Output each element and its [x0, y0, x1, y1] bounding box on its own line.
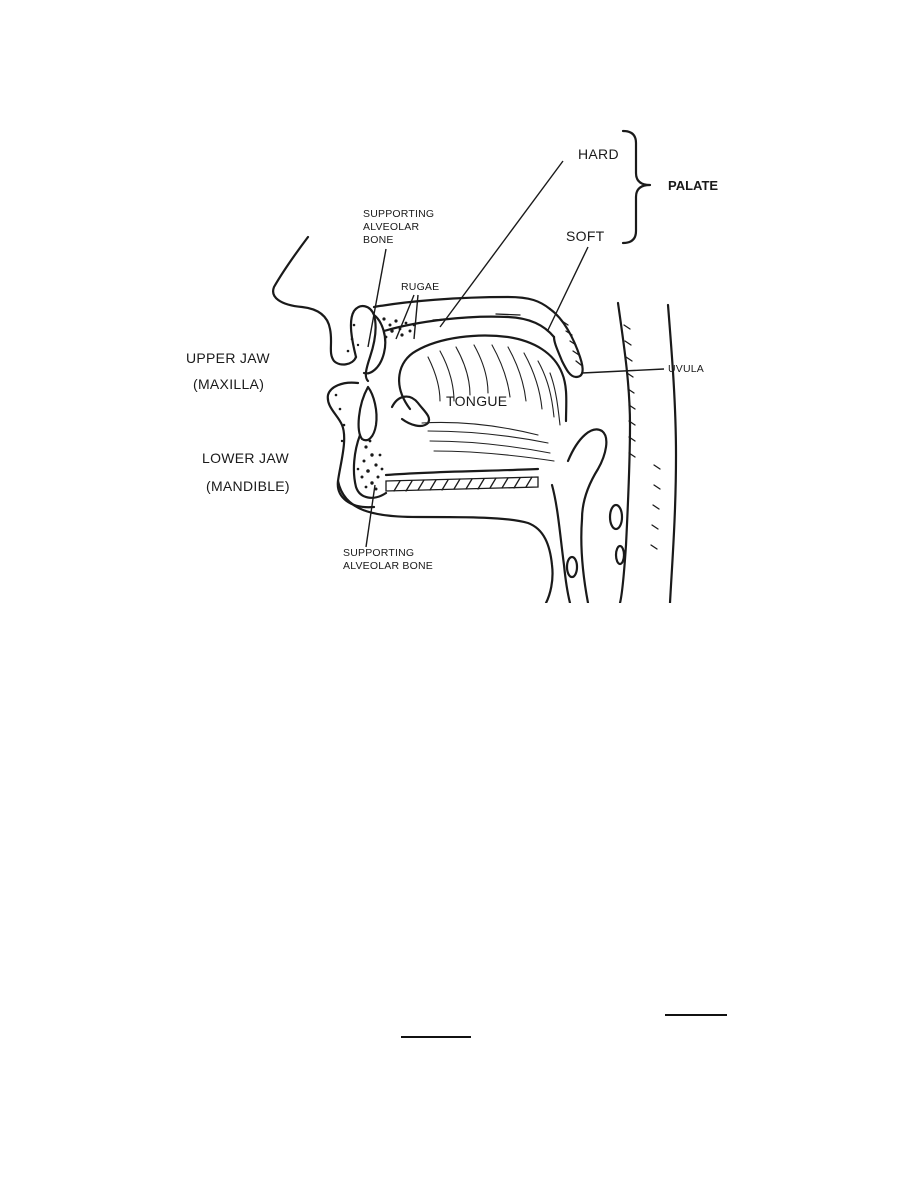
leader-uvula [582, 369, 664, 373]
mandible-body [354, 435, 386, 498]
mouth-floor [386, 469, 538, 475]
tongue-tip [392, 397, 429, 426]
label-supporting-lower-2: ALVEOLAR BONE [343, 560, 433, 572]
soft-palate-texture [562, 321, 581, 365]
label-rugae: RUGAE [401, 281, 440, 293]
label-maxilla: (MAXILLA) [193, 376, 265, 392]
palate-dash-1 [496, 314, 520, 315]
oral-cavity-drawing [178, 125, 738, 603]
chin-neck [338, 481, 553, 603]
label-hard: HARD [578, 146, 619, 162]
label-soft: SOFT [566, 228, 605, 244]
label-tongue: TONGUE [446, 393, 508, 409]
hyoid-bar [386, 477, 538, 491]
palate-brace [623, 131, 650, 243]
answer-blank-1 [665, 1014, 727, 1016]
lower-lip [328, 383, 374, 508]
oral-cavity-diagram [178, 125, 738, 603]
label-mandible: (MANDIBLE) [206, 478, 290, 494]
leader-supporting-lower [366, 485, 375, 547]
label-palate: PALATE [668, 178, 719, 193]
label-supporting-lower-1: SUPPORTING [343, 547, 415, 559]
label-uvula: UVULA [668, 363, 705, 375]
label-supporting-upper-3: BONE [363, 234, 394, 246]
label-lower-jaw: LOWER JAW [202, 450, 289, 466]
neck-back [668, 305, 676, 603]
label-supporting-upper-2: ALVEOLAR [363, 221, 420, 233]
epiglottis [568, 429, 606, 519]
lower-incisor [359, 387, 377, 440]
leader-soft [548, 247, 588, 330]
throat-hatching [624, 325, 660, 549]
label-supporting-upper-1: SUPPORTING [363, 208, 435, 220]
answer-blank-2 [401, 1036, 471, 1038]
leader-hard [440, 161, 563, 327]
soft-palate [550, 309, 583, 377]
nose-profile [273, 237, 356, 364]
label-upper-jaw: UPPER JAW [186, 350, 270, 366]
larynx-front [552, 485, 570, 603]
larynx [581, 519, 588, 603]
palate-inner [384, 317, 554, 337]
hard-palate [374, 297, 550, 309]
esophagus-ring [616, 546, 624, 564]
vocal-fold [610, 505, 622, 529]
trachea-ring [567, 557, 577, 577]
upper-alveolar-ridge [351, 306, 376, 381]
